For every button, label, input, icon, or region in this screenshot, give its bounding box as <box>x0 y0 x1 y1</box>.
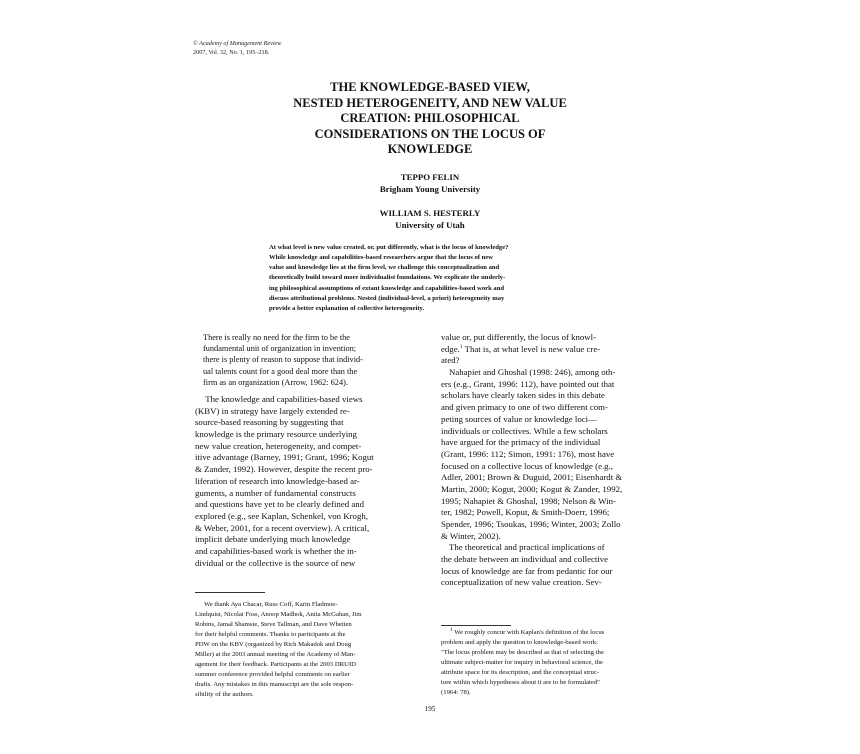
author-block <box>280 208 580 231</box>
body-line: itive advantage (Barney, 1991; Grant, 1996; Kogut <box>195 452 374 463</box>
journal-citation: 2007, Vol. 32, No. 1, 195–218. <box>193 48 270 56</box>
journal-name: © Academy of Management Review <box>193 40 282 47</box>
author-name: TEPPO FELIN <box>400 172 460 182</box>
abstract-line: provide a better explanation of collective heterogeneity. <box>269 304 425 312</box>
footnote-line: Lindquist, Nicolai Foss, Anoop Madhok, Anita McGahan, Jim <box>195 611 362 618</box>
abstract-line: At what level is new value created, or, put differently, what is the locus of knowledge? <box>269 244 509 251</box>
footnote-line: problem and apply the question to knowledge-based work: <box>441 639 598 646</box>
body-line: locus of knowledge are far from pedantic for our <box>441 565 613 576</box>
body-line: knowledge is the primary resource underlying <box>195 429 357 440</box>
body-line: ated? <box>441 355 460 366</box>
footnote-line: sibility of the authors. <box>195 691 254 698</box>
body-line: value or, put differently, the locus of knowl- <box>441 332 597 342</box>
body-line: and given primacy to one of two different com- <box>441 402 608 413</box>
body-paragraph <box>195 394 420 569</box>
footnote-line: We roughly concur with Kaplan's definition of the locus <box>452 629 605 636</box>
body-line: Martin, 2000; Kogut, 2000; Kogut & Zander, 1992, <box>441 483 623 494</box>
footnote-line: We thank Aya Chacar, Russ Coff, Karin Fladmoe- <box>204 601 338 608</box>
title-line: CONSIDERATIONS ON THE LOCUS OF <box>314 126 546 141</box>
body-line: guments, a number of fundamental constructs <box>195 487 356 498</box>
footnote-line: (1964: 78). <box>441 689 471 696</box>
title-line: KNOWLEDGE <box>387 142 473 156</box>
body-line: ter, 1982; Powell, Koput, & Smith-Doerr, 1996; <box>441 507 610 518</box>
footnote-marker: 1 <box>450 626 453 633</box>
page-number: 195 <box>424 705 436 713</box>
body-line: implicit debate underlying much knowledge <box>195 534 351 545</box>
body-paragraph <box>441 367 667 542</box>
abstract-line: value and knowledge lies at the firm level, we challenge this conceptualization and <box>269 264 500 272</box>
body-line: liferation of research into knowledge-based ar- <box>195 475 360 486</box>
epigraph-line: firm as an organization (Arrow, 1962: 624). <box>203 377 348 387</box>
body-line: edge. <box>441 343 460 354</box>
footnote-line: Miller) at the 2003 annual meeting of the Academy of Man- <box>195 651 356 658</box>
abstract <box>269 243 593 314</box>
body-paragraph <box>441 332 667 367</box>
body-line: & Weber, 2001, for a recent overview). A critical, <box>195 522 370 533</box>
body-line: & Winter, 2002). <box>441 530 501 541</box>
footnote-line: Robins, Jamal Shamsie, Steve Tallman, and Dave Whetten <box>195 621 352 628</box>
title-line: NESTED HETEROGENEITY, AND NEW VALUE <box>293 95 567 110</box>
journal-header <box>193 40 393 57</box>
footnote-divider <box>195 592 265 593</box>
abstract-line: While knowledge and capabilities-based researchers argue that the locus of new <box>269 254 493 262</box>
body-line: explored (e.g., see Kaplan, Schenkel, von Krogh, <box>195 510 368 521</box>
footnote-line: for their helpful comments. Thanks to participants at the <box>195 631 346 638</box>
abstract-line: discuss attributional problems. Nested (individual-level, a priori) heterogeneity may <box>269 294 505 302</box>
abstract-line: theoretically build toward more individualist foundations. We explicate the underly- <box>269 274 506 282</box>
body-line: focused on a collective locus of knowledge (e.g., <box>441 460 613 471</box>
article-title <box>250 80 610 158</box>
epigraph <box>203 332 411 388</box>
body-line: conceptualization of new value creation. Sev- <box>441 577 602 588</box>
body-line: 1995; Nahapiet & Ghoshal, 1998; Nelson & Win- <box>441 495 616 506</box>
epigraph-line: ual talents count for a good deal more than the <box>203 366 358 376</box>
author-name: WILLIAM S. HESTERLY <box>379 208 481 218</box>
body-line: Spender, 1996; Tsoukas, 1996; Winter, 2003; Zollo <box>441 519 621 529</box>
body-line: ers (e.g., Grant, 1996: 112), have pointed out that <box>441 378 615 389</box>
body-line: & Zander, 1992). However, despite the recent pro- <box>195 464 373 475</box>
acknowledgment-footnote <box>195 600 421 700</box>
epigraph-line: There is really no need for the firm to be the <box>203 333 350 342</box>
footnote-line: summer conference provided helpful comments on earlier <box>195 671 350 678</box>
footnote-divider <box>441 625 511 626</box>
body-line: The theoretical and practical implications of <box>449 542 605 553</box>
epigraph-line: fundamental unit of organization in invention; <box>203 344 357 354</box>
author-affiliation: University of Utah <box>395 219 465 230</box>
footnote-ref[interactable]: 1 <box>459 343 463 350</box>
author-affiliation: Brigham Young University <box>379 183 481 194</box>
body-column-right <box>441 332 667 589</box>
footnote-line: PDW on the KBV (organized by Rich Makadok and Doug <box>195 641 352 648</box>
body-line: new value creation, heterogeneity, and compet- <box>195 440 362 451</box>
footnote-line: attribute space for its description, and the conceptual struc- <box>441 669 600 676</box>
footnote-line: ultimate subject-matter for inquiry in behavioral science, the <box>441 659 603 666</box>
body-line: and capabilities-based work is whether the in- <box>195 545 357 556</box>
footnote-1 <box>441 628 667 698</box>
body-line: dividual or the collective is the source of new <box>195 557 356 568</box>
title-line: CREATION: PHILOSOPHICAL <box>340 111 520 125</box>
body-line: That is, at what level is new value cre- <box>462 343 601 354</box>
body-paragraph <box>441 542 667 589</box>
body-line: source-based reasoning by suggesting that <box>195 417 344 428</box>
abstract-line: ing philosophical assumptions of extant knowledge and capabilities-based work and <box>269 284 505 292</box>
body-line: (Grant, 1996: 112; Simon, 1991: 176), most have <box>441 448 615 459</box>
author-block <box>280 172 580 195</box>
epigraph-line: there is plenty of reason to suppose that individ- <box>203 355 363 365</box>
body-line: Nahapiet and Ghoshal (1998: 246), among oth- <box>449 367 616 378</box>
footnote-line: "The locus problem may be described as that of selecting the <box>441 649 604 656</box>
footnote-line: agement for their feedback. Participants at the 2003 DRUID <box>195 661 357 668</box>
footnote-line: drafts. Any mistakes in this manuscript are the sole respon- <box>195 681 354 688</box>
footnote-line: ture within which hypotheses about it are to be formulated" <box>441 679 600 686</box>
body-line: The knowledge and capabilities-based views <box>205 394 363 405</box>
body-line: individuals or collectives. While a few scholars <box>441 425 608 436</box>
body-line: and questions have yet to be clearly defined and <box>195 499 365 510</box>
body-line: Adler, 2001; Brown & Duguid, 2001; Eisenhardt & <box>441 472 623 483</box>
body-line: (KBV) in strategy have largely extended re- <box>195 405 350 416</box>
body-line: scholars have clearly taken sides in this debate <box>441 390 605 401</box>
body-line: peting sources of value or knowledge loci— <box>441 413 597 424</box>
title-line: THE KNOWLEDGE-BASED VIEW, <box>330 80 530 94</box>
body-line: have argued for the primacy of the individual <box>441 437 601 448</box>
body-line: the debate between an individual and collective <box>441 554 609 565</box>
body-column-left <box>195 332 420 569</box>
